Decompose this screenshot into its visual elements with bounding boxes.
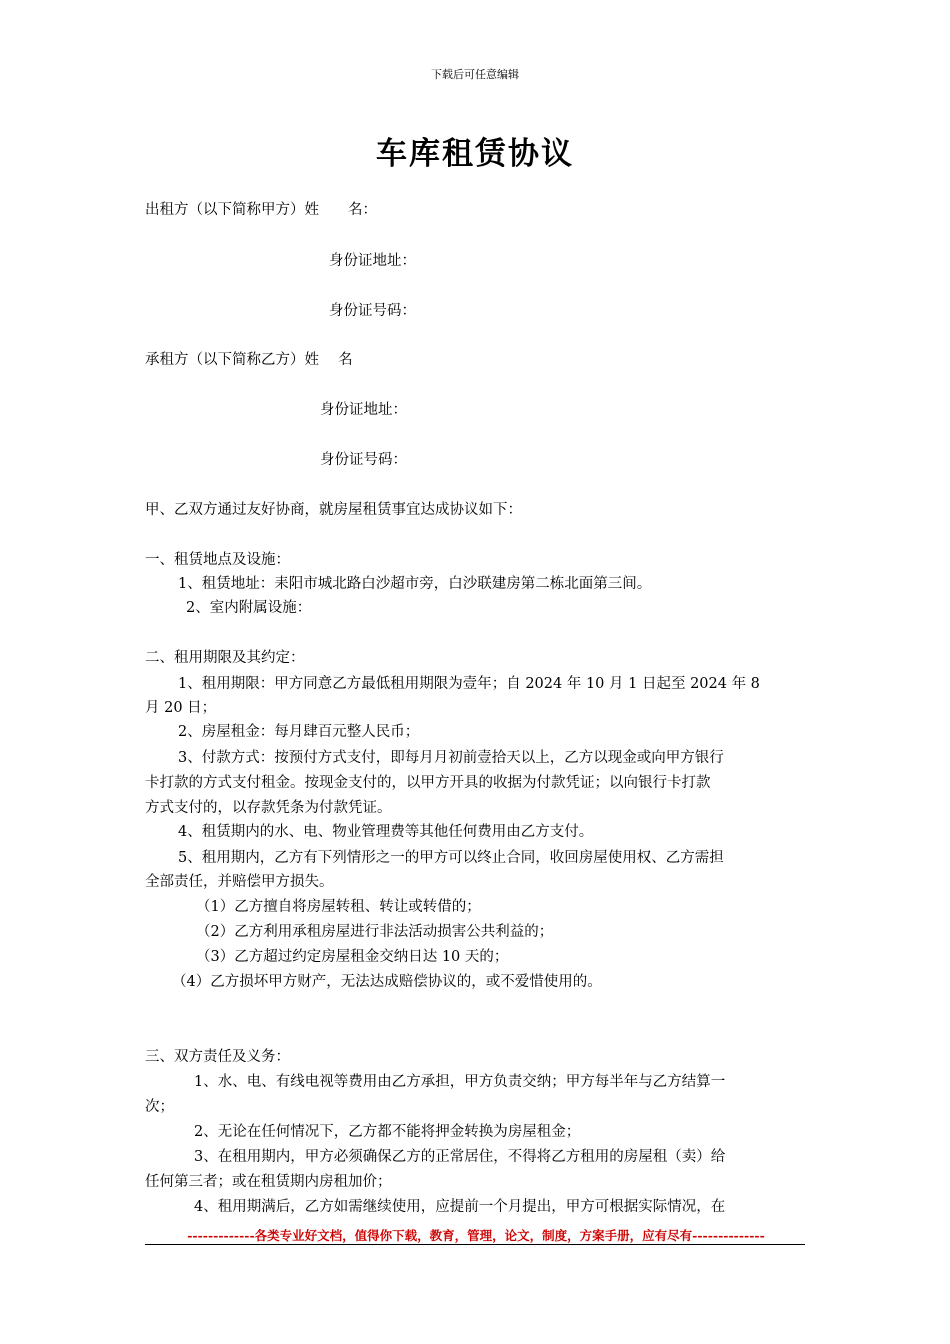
lessor-name-label: 出租方（以下简称甲方）姓 名： (145, 202, 377, 218)
section1-heading: 一、租赁地点及设施： (145, 552, 290, 568)
section2-item1-cont: 月 20 日； (145, 700, 217, 716)
section2-heading: 二、租用期限及其约定： (145, 650, 305, 666)
section2-item4: 4、租赁期内的水、电、物业管理费等其他任何费用由乙方支付。 (178, 824, 594, 840)
lessee-name-label: 承租方（以下简称乙方）姓 名 (145, 352, 353, 368)
section2-item5-cont: 全部责任，并赔偿甲方损失。 (145, 874, 334, 890)
section2-item5: 5、租用期内，乙方有下列情形之一的甲方可以终止合同，收回房屋使用权、乙方需担 (178, 850, 724, 866)
section2-item3-cont2: 方式支付的，以存款凭条为付款凭证。 (145, 800, 392, 816)
lessee-id-address-label: 身份证地址： (320, 402, 407, 418)
section2-sub3: （3）乙方超过约定房屋租金交纳日达 10 天的； (196, 949, 509, 965)
section2-sub1: （1）乙方擅自将房屋转租、转让或转借的； (196, 899, 481, 915)
footer-banner: -------------各类专业好文档，值得你下载，教育，管理，论文，制度，方案手册，应有尽有-------------- (187, 1228, 765, 1243)
section2-sub4: （4）乙方损坏甲方财产，无法达成赔偿协议的，或不爱惜使用的。 (172, 974, 602, 990)
lessor-id-number-label: 身份证号码： (329, 303, 416, 319)
section2-item3: 3、付款方式：按预付方式支付，即每月月初前壹拾天以上，乙方以现金或向甲方银行 (178, 750, 724, 766)
section3-item3-cont: 任何第三者；或在租赁期内房租加价； (145, 1174, 392, 1190)
lessor-id-address-label: 身份证地址： (329, 253, 416, 269)
section2-item1: 1、租用期限：甲方同意乙方最低租用期限为壹年；自 2024 年 10 月 1 日起至 2024 年 8 (178, 676, 760, 692)
agreement-intro: 甲、乙双方通过友好协商，就房屋租赁事宜达成协议如下： (145, 502, 522, 518)
document-title: 车库租赁协议 (376, 136, 574, 172)
section2-item2: 2、房屋租金：每月肆百元整人民币； (178, 724, 420, 740)
section3-item1: 1、水、电、有线电视等费用由乙方承担，甲方负责交纳；甲方每半年与乙方结算一 (194, 1074, 726, 1090)
header-note: 下载后可任意编辑 (431, 68, 519, 81)
section3-item2: 2、无论在任何情况下，乙方都不能将押金转换为房屋租金； (194, 1124, 581, 1140)
section3-item1-cont: 次； (145, 1099, 174, 1115)
lessee-id-number-label: 身份证号码： (320, 452, 407, 468)
section3-heading: 三、双方责任及义务： (145, 1049, 290, 1065)
section3-item3: 3、在租用期内，甲方必须确保乙方的正常居住，不得将乙方租用的房屋租（卖）给 (194, 1149, 726, 1165)
section1-item2: 2、室内附属设施： (186, 600, 312, 616)
footer-divider (145, 1244, 805, 1245)
section2-sub2: （2）乙方利用承租房屋进行非法活动损害公共利益的； (196, 924, 554, 940)
section1-item1: 1、租赁地址：耒阳市城北路白沙超市旁，白沙联建房第二栋北面第三间。 (178, 576, 652, 592)
section2-item3-cont1: 卡打款的方式支付租金。按现金支付的，以甲方开具的收据为付款凭证；以向银行卡打款 (145, 775, 711, 791)
section3-item4: 4、租用期满后，乙方如需继续使用，应提前一个月提出，甲方可根据实际情况，在 (194, 1199, 726, 1215)
